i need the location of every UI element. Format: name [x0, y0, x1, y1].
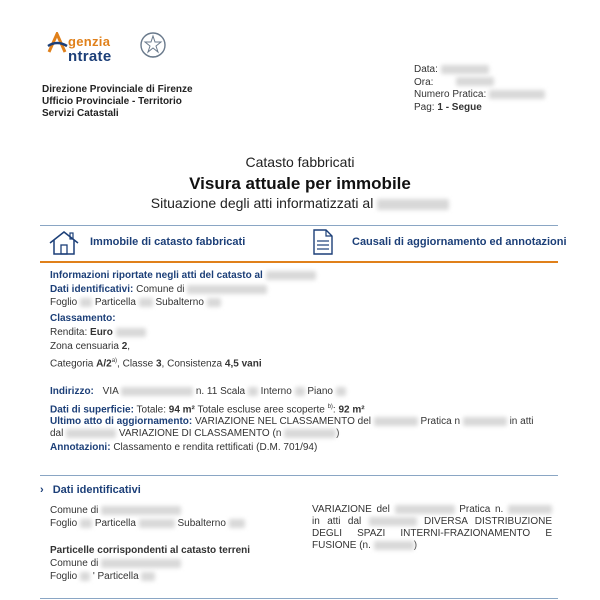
emblem-icon: [138, 30, 168, 62]
pag-value: 1 - Segue: [437, 101, 482, 113]
section-immobile: [48, 230, 298, 256]
redacted-comune: [187, 285, 267, 294]
foglio-row: Foglio Particella Subalterno: [50, 297, 221, 309]
dati-identificativi-header[interactable]: › Dati identificativi: [40, 484, 141, 496]
pag-label: Pag:: [414, 101, 435, 113]
ora-label: Ora:: [414, 76, 434, 88]
section-immobile-label: Immobile di catasto fabbricati: [90, 236, 246, 248]
particelle-corrispondenti: Particelle corrispondenti al catasto terreni Comune di Foglio ' Particella: [50, 545, 251, 582]
classamento-label: Classamento:: [50, 313, 116, 324]
section-causali: [312, 228, 567, 258]
rendita-row: Rendita: Euro: [50, 327, 146, 339]
zona-row: Zona censuaria 2,: [50, 341, 131, 352]
logo-word-entrate: ntrate: [68, 48, 112, 65]
office-line-2: Ufficio Provinciale - Territorio: [42, 96, 182, 107]
pratica-label: Numero Pratica:: [414, 89, 487, 100]
document-title: Visura attuale per immobile: [189, 174, 411, 193]
office-block: [42, 84, 193, 120]
pcorr-header: Particelle corrispondenti al catasto terreni: [50, 545, 251, 556]
dati-identificativi-row: Dati identificativi: Comune di: [50, 284, 267, 296]
superficie-row: Dati di superficie: Totale: 94 m² Totale escluse aree scoperte $^{b)}$: 92 m²: [50, 404, 365, 416]
annotazioni-row: Annotazioni: Classamento e rendita rettificati (D.M. 701/94): [50, 442, 318, 453]
redacted-date: [441, 65, 489, 74]
indirizzo-row: Indirizzo: VIA n. 11 Scala Interno Piano: [50, 386, 346, 398]
document-icon: [312, 228, 334, 256]
agenzia-entrate-logo: [46, 30, 176, 70]
dati-left-block: Comune di Foglio Particella Subalterno: [50, 504, 245, 530]
document-meta: [414, 64, 545, 114]
redacted-via: [121, 387, 193, 396]
redacted-time: [456, 77, 494, 86]
divider-top: [40, 225, 558, 226]
dati-right-block: VARIAZIONE del Pratica n. in atti dal DIVERSA DISTRIBUZIONE DEGLI SPAZI INTERNI-FRAZIONAMENTO E FUSIONE (n. ): [312, 504, 553, 551]
document-category: Catasto fabbricati: [245, 154, 355, 170]
redacted-situation-date: [377, 199, 449, 210]
data-label: Data:: [414, 64, 438, 75]
logo-symbol-icon: [46, 32, 68, 54]
ultimo-atto-row: Ultimo atto di aggiornamento: VARIAZIONE NEL CLASSAMENTO del Pratica n in atti: [50, 416, 534, 427]
section-causali-label: Causali di aggiornamento ed annotazioni: [352, 236, 567, 248]
office-line-3: Servizi Catastali: [42, 108, 119, 119]
document-subtitle: Situazione degli atti informatizzati al: [0, 195, 600, 211]
chevron-right-icon: ›: [40, 484, 44, 496]
categoria-row: Categoria A/2$^{a)}$, Classe 3, Consistenza 4,5 vani: [50, 358, 262, 370]
redacted-rendita: [116, 328, 146, 337]
divider-bottom: [40, 475, 558, 476]
office-line-1: Direzione Provinciale di Firenze: [42, 84, 193, 95]
divider-orange: [40, 261, 558, 263]
house-icon: [48, 230, 80, 256]
redacted-catasto-date: [266, 271, 316, 280]
logo-word-agenzia: genzia: [68, 34, 111, 49]
ultimo-atto-row-2: dal VARIAZIONE DI CLASSAMENTO (n ): [50, 428, 340, 439]
redacted-pratica: [489, 90, 545, 99]
info-header: Informazioni riportate negli atti del catasto al: [50, 270, 316, 282]
divider-final: [40, 598, 558, 599]
